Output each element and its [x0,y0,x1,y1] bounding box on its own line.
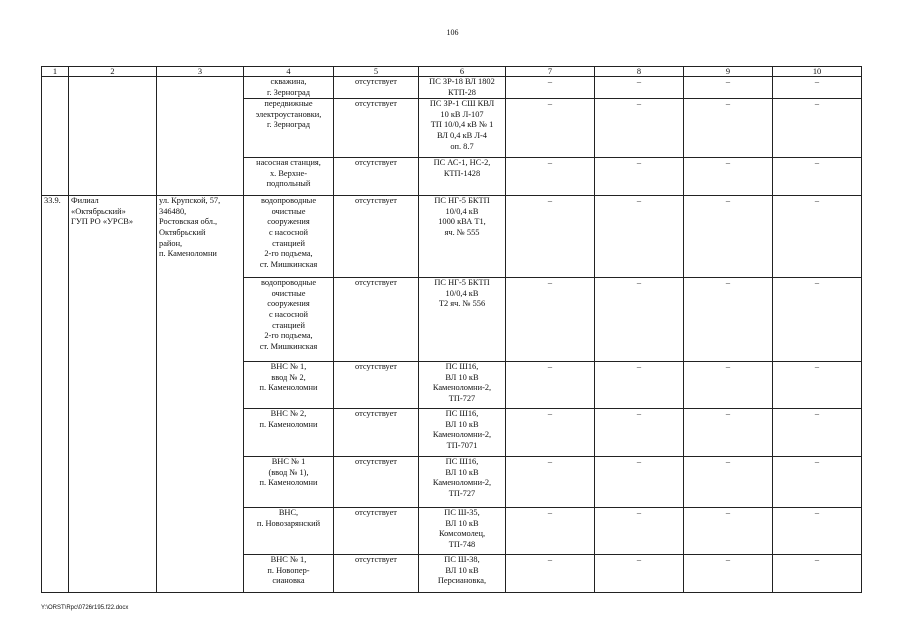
cell-col7: – [506,158,595,196]
column-number: 8 [595,67,684,77]
cell-supply: ПС Ш16, ВЛ 10 кВ Каменоломни-2, ТП-727 [419,362,506,409]
cell-col7: – [506,196,595,278]
column-number: 3 [157,67,244,77]
cell-col7: – [506,555,595,593]
cell-col8: – [595,158,684,196]
cell-supply: ПС АС-1, НС-2, КТП-1428 [419,158,506,196]
cell-col10: – [773,99,862,158]
cell-object: передвижные электроустановки, г. Зерноград [244,99,334,158]
cell-col8: – [595,196,684,278]
cell-object: водопроводные очистные сооружения с насосной станцией 2-го подъема, ст. Мишкинская [244,196,334,278]
cell-status: отсутствует [334,409,419,457]
cell-supply: ПС ЗР-18 ВЛ 1802 КТП-28 [419,77,506,99]
cell-status: отсутствует [334,555,419,593]
column-number: 1 [42,67,69,77]
cell-col10: – [773,555,862,593]
cell-object: ВНС № 2, п. Каменоломни [244,409,334,457]
cell-col9: – [684,278,773,362]
cell-supply: ПС НГ-5 БКТП 10/0,4 кВ Т2 яч. № 556 [419,278,506,362]
cell-col9: – [684,196,773,278]
cell-col10: – [773,278,862,362]
cell-object: ВНС, п. Новозарянский [244,508,334,555]
cell-status: отсутствует [334,99,419,158]
cell-col8: – [595,362,684,409]
cell-col7: – [506,409,595,457]
cell-status: отсутствует [334,508,419,555]
cell-status: отсутствует [334,362,419,409]
cell-col7: – [506,457,595,508]
column-number: 4 [244,67,334,77]
cell-col7: – [506,99,595,158]
cell-col10: – [773,362,862,409]
table-row [42,196,862,278]
column-number: 2 [69,67,157,77]
column-number: 5 [334,67,419,77]
cell-status: отсутствует [334,457,419,508]
cell-object: насосная станция, х. Верхне- подпольный [244,158,334,196]
cell-col9: – [684,158,773,196]
cell-col9: – [684,457,773,508]
cell-col8: – [595,77,684,99]
cell-status: отсутствует [334,158,419,196]
cell-supply: ПС Ш16, ВЛ 10 кВ Каменоломни-2, ТП-7071 [419,409,506,457]
cell-col8: – [595,555,684,593]
cell-organization: Филиал «Октябрьский» ГУП РО «УРСВ» [69,196,157,593]
cell-supply: ПС НГ-5 БКТП 10/0,4 кВ 1000 кВА Т1, яч. № 555 [419,196,506,278]
cell-object: ВНС № 1, ввод № 2, п. Каменоломни [244,362,334,409]
cell-supply: ПС Ш-35, ВЛ 10 кВ Комсомолец, ТП-748 [419,508,506,555]
cell-col10: – [773,196,862,278]
page-number: 106 [446,28,459,37]
cell-col8: – [595,457,684,508]
cell-col1 [42,77,69,196]
cell-object: скважина, г. Зерноград [244,77,334,99]
cell-supply: ПС ЗР-1 СШ КВЛ 10 кВ Л-107 ТП 10/0,4 кВ № 1 ВЛ 0,4 кВ Л-4 оп. 8.7 [419,99,506,158]
column-number: 6 [419,67,506,77]
cell-col10: – [773,457,862,508]
cell-status: отсутствует [334,196,419,278]
cell-col9: – [684,99,773,158]
cell-col10: – [773,409,862,457]
cell-object: водопроводные очистные сооружения с насосной станцией 2-го подъема, ст. Мишкинская [244,278,334,362]
document-table [41,66,862,593]
cell-col9: – [684,77,773,99]
cell-supply: ПС Ш16, ВЛ 10 кВ Каменоломни-2, ТП-727 [419,457,506,508]
column-number: 10 [773,67,862,77]
cell-object: ВНС № 1 (ввод № 1), п. Каменоломни [244,457,334,508]
cell-col8: – [595,278,684,362]
cell-col10: – [773,158,862,196]
cell-supply: ПС Ш-38, ВЛ 10 кВ Персиановка, [419,555,506,593]
cell-col8: – [595,409,684,457]
cell-status: отсутствует [334,278,419,362]
cell-col2 [69,77,157,196]
cell-address: ул. Крупской, 57, 346480, Ростовская обл., Октябрьский район, п. Каменоломни [157,196,244,593]
column-number: 7 [506,67,595,77]
cell-col9: – [684,362,773,409]
cell-col9: – [684,409,773,457]
cell-col7: – [506,362,595,409]
cell-col10: – [773,77,862,99]
cell-item-number: 33.9. [42,196,69,593]
cell-col7: – [506,278,595,362]
cell-status: отсутствует [334,77,419,99]
cell-col7: – [506,77,595,99]
column-number: 9 [684,67,773,77]
cell-col3 [157,77,244,196]
cell-col9: – [684,508,773,555]
cell-col9: – [684,555,773,593]
cell-col10: – [773,508,862,555]
cell-col8: – [595,99,684,158]
cell-object: ВНС № 1, п. Новопер- сиановка [244,555,334,593]
file-path-footer: Y:\ORST\Rpc\0726r195.f22.docx [41,605,129,611]
table-row [42,77,862,99]
cell-col8: – [595,508,684,555]
cell-col7: – [506,508,595,555]
column-number-row [42,67,862,77]
